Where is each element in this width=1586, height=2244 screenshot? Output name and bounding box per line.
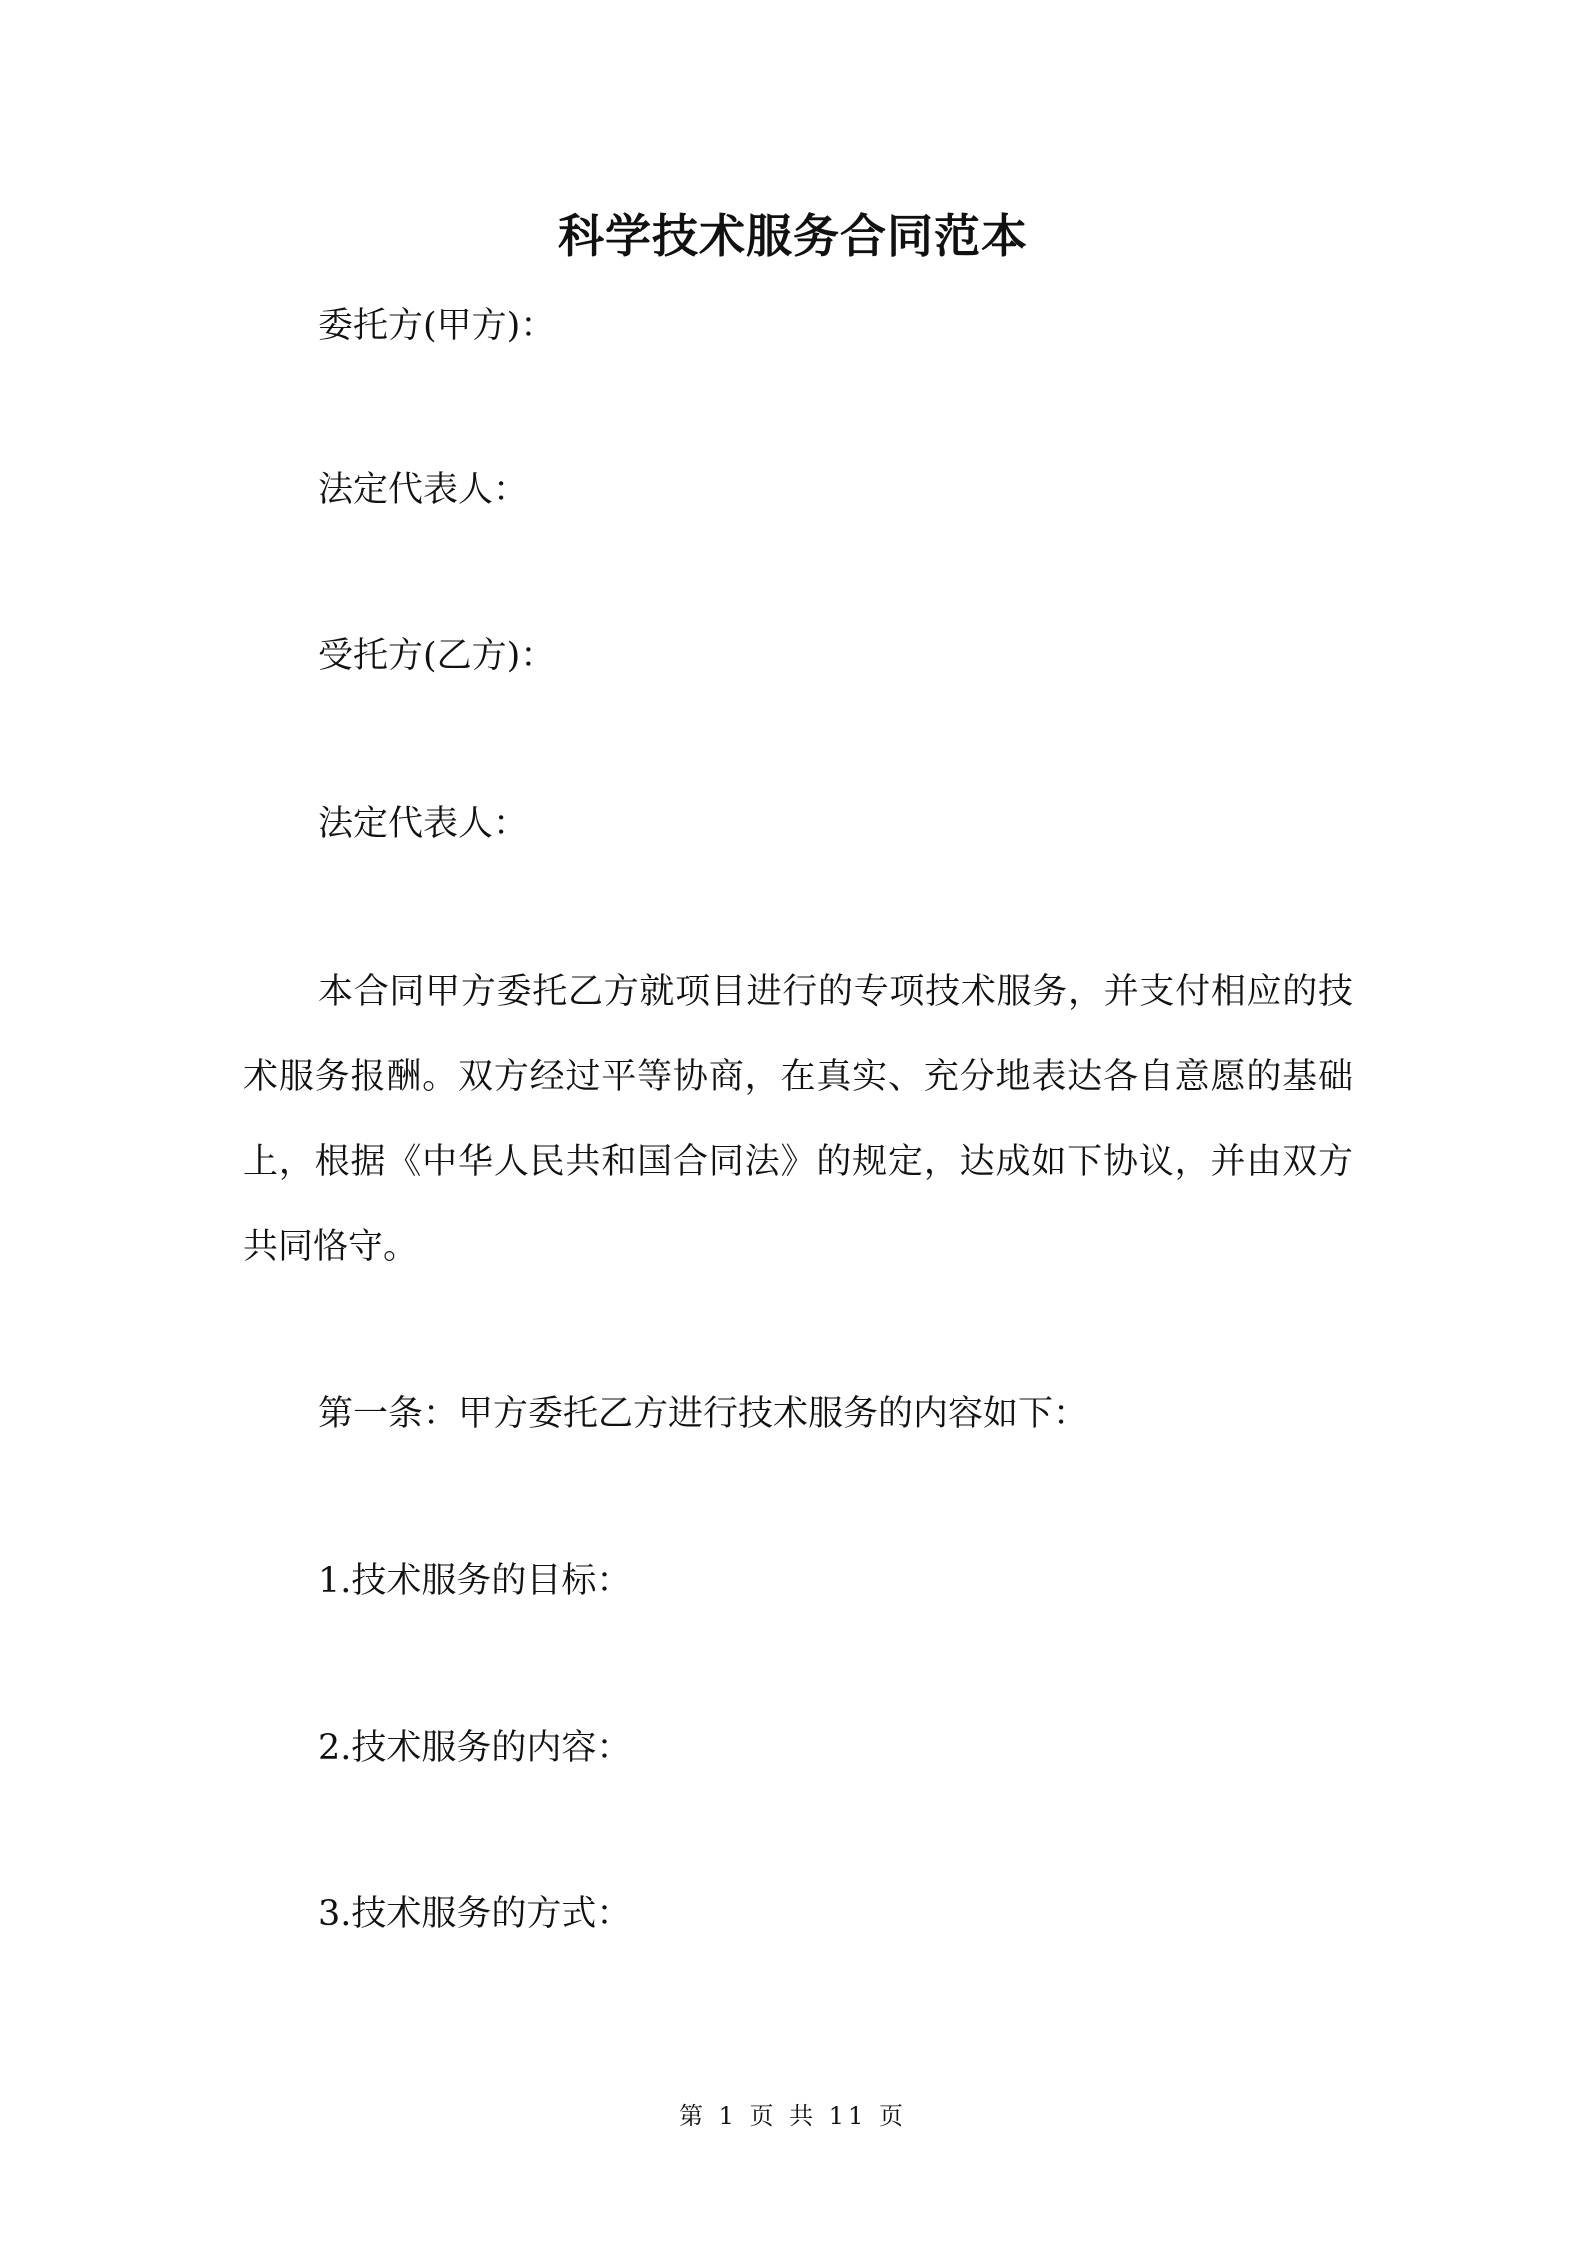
document-title: 科学技术服务合同范本: [558, 209, 1028, 263]
intro-paragraph: 本合同甲方委托乙方就项目进行的专项技术服务，并支付相应的技术服务报酬。双方经过平等协商，在真实、充分地表达各自意愿的基础上，根据《中华人民共和国合同法》的规定，达成如下协议，并由双方共同恪守。: [243, 972, 1353, 1267]
party-b-label: 受托方(乙方)：: [318, 636, 556, 676]
article-1-heading: 第一条：甲方委托乙方进行技术服务的内容如下：: [318, 1394, 1089, 1434]
service-content-item: 2.技术服务的内容：: [318, 1728, 632, 1768]
service-method-item: 3.技术服务的方式：: [318, 1894, 632, 1934]
party-a-label: 委托方(甲方)：: [318, 306, 556, 346]
page-number-footer: 第 1 页 共 11 页: [679, 2102, 907, 2130]
party-a-representative-label: 法定代表人：: [318, 470, 529, 510]
party-b-representative-label: 法定代表人：: [318, 804, 529, 844]
service-goal-item: 1.技术服务的目标：: [318, 1561, 632, 1601]
